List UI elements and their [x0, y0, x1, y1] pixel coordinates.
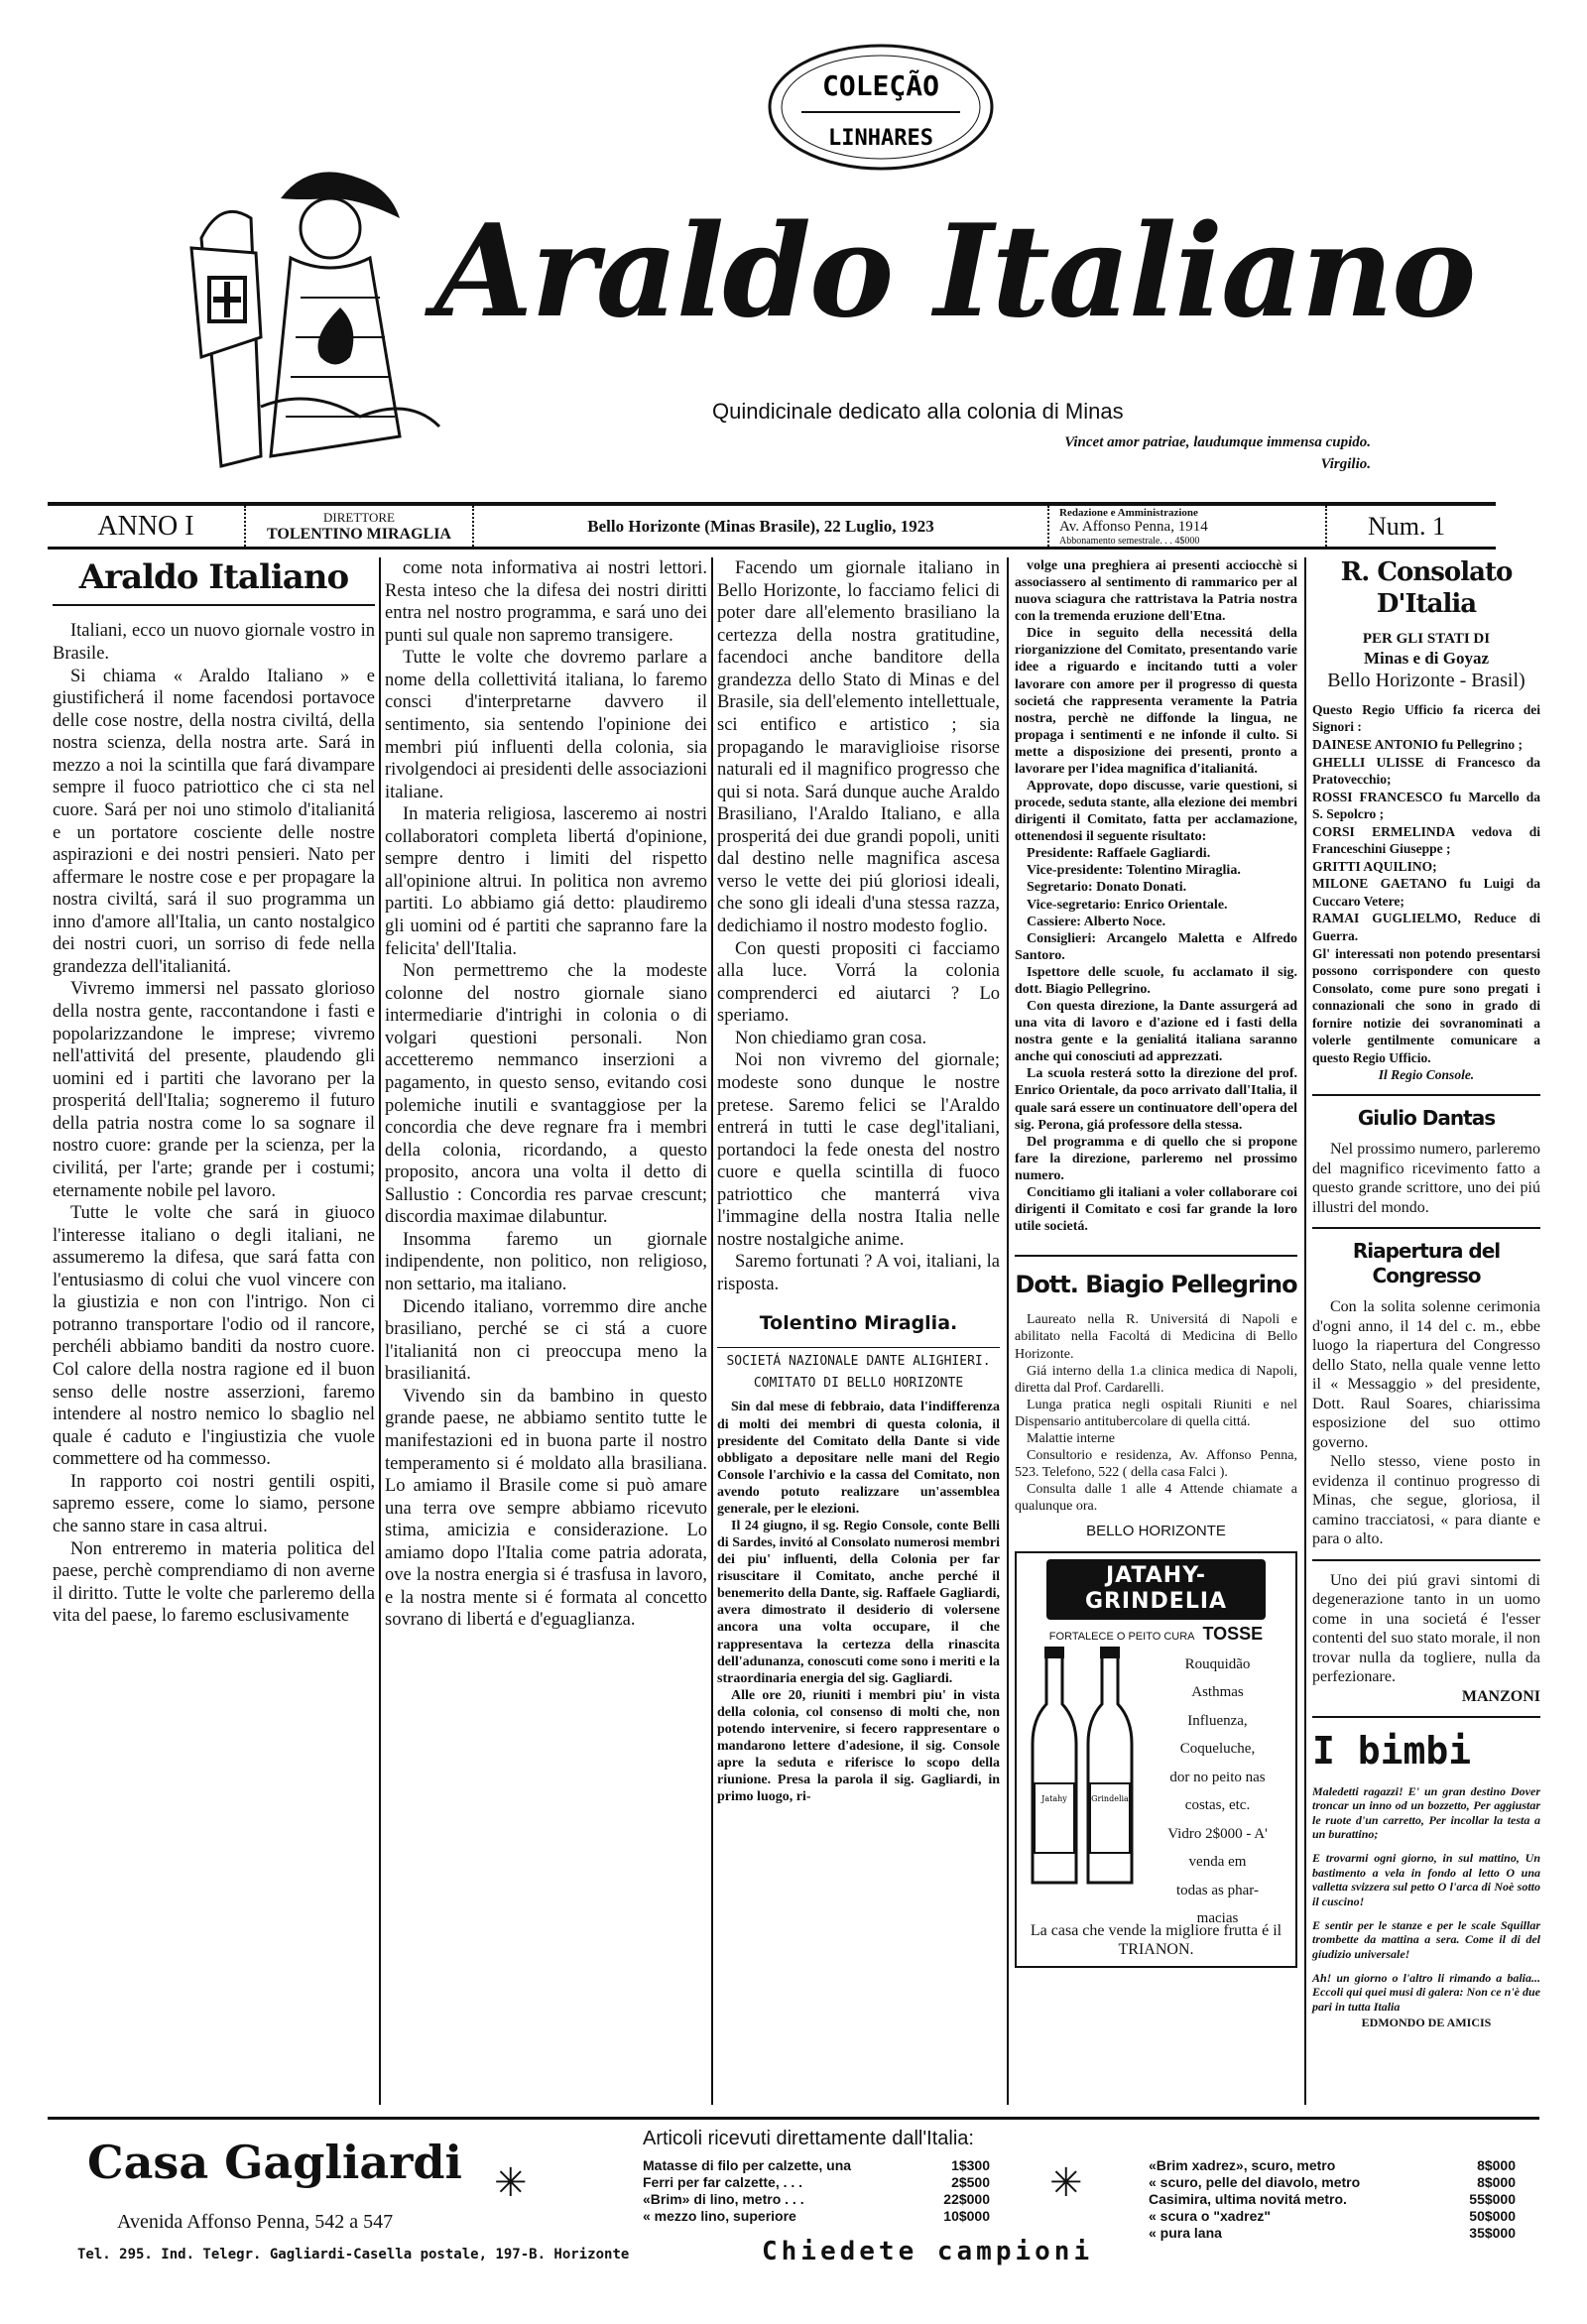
officer-line: Cassiere: Alberto Noce.: [1027, 914, 1166, 929]
committee-report: [717, 1399, 1000, 1805]
casa-address: Avenida Affonso Penna, 542 a 547: [117, 2211, 394, 2233]
paragraph: La scuola resterá sotto la direzione del prof. Enrico Orientale, da poco arrivato dall'Italia, il quale sará essere un continuatore dell'opera del sig. Perona, giá professore della stessa.: [1015, 1066, 1297, 1133]
committee-heading: COMITATO DI BELLO HORIZONTE: [753, 1375, 964, 1391]
paragraph: Tutte le volte che dovremo parlare a nome della collettivitá italiana, lo faremo consci d'interpretarne davvero il sentimento, sia sentendo l'opinione dei membri piú influenti della colonia, sia rivolgendoci ai presidenti delle associazioni italiane.: [385, 648, 707, 802]
paragraph: Questo Regio Ufficio fa ricerca dei Signori :: [1312, 701, 1540, 735]
stamp-line1: COLEÇÃO: [821, 69, 940, 102]
collection-stamp: [762, 38, 1000, 177]
dateline: Bello Horizonte (Minas Brasile), 22 Luglio, 1923: [474, 506, 1049, 547]
ad-line: dor no peito nas: [1169, 1769, 1266, 1785]
doctor-ad: [1015, 1311, 1297, 1515]
paragraph: Con questa direzione, la Dante assurgerá ad una vita di lavoro e d'azione ed i fasti della nostra gente e la genialitá italiana saranno anche qui conosciuti ad apprezzati.: [1015, 999, 1297, 1065]
request-samples: Chiedete campioni: [762, 2237, 1094, 2266]
articles-list-right: [1149, 2157, 1516, 2242]
consul-signature: Il Regio Console.: [1378, 1067, 1475, 1083]
consulate-states: Minas e di Goyaz: [1363, 648, 1490, 668]
ad-sub-small: FORTALECE O PEITO CURA: [1048, 1631, 1195, 1644]
paragraph: Nel prossimo numero, parleremo del magnifico ricevimento fatto a questo grande scrittore, uno dei piú illustri del mondo.: [1312, 1141, 1540, 1216]
divider: [1312, 1559, 1540, 1561]
paragraph: Laureato nella R. Universitá di Napoli e abilitato nella Facoltá di Medicina di Bello Horizonte.: [1015, 1312, 1297, 1362]
article-row: « scuro, pelle del diavolo, metro 8$000: [1149, 2174, 1516, 2191]
column-2: [385, 557, 707, 1632]
ad-line: todas as phar-: [1175, 1882, 1259, 1898]
paragraph: Il 24 giugno, il sg. Regio Console, conte Belli di Sardes, invitó al Consolato numerosi membri dei piu' influenti, della Colonia per far risuscitare il Comitato, anche perché il benemerito della Dante, sig. Raffaele Gagliardi, avera dimostrato il desiderio di volersene ancora una volta occupare, il che rappresentava la certezza della rinascita dell'adunanza, conoscuti come sono i meriti e la straordinaria energia del sig. Gagliardi.: [717, 1519, 1000, 1686]
article-row: «Brim xadrez», scuro, metro 8$000: [1149, 2157, 1516, 2173]
paragraph: volge una preghiera ai presenti acciocchè si associassero al sentimento di rammarico per al nuova sciagura che rattristava la Patria nostra con la tremenda eruzione dell'Etna.: [1015, 558, 1297, 625]
editorial-heading: Araldo Italiano: [53, 557, 375, 606]
signature: Tolentino Miraglia.: [759, 1311, 958, 1334]
medicine-ad: [1015, 1551, 1297, 1968]
consulate-for-states: PER GLI STATI DI: [1362, 631, 1491, 648]
article-row: Ferri per far calzette, . . . 2$500: [643, 2174, 990, 2191]
officer-line: Vice-presidente: Tolentino Miraglia.: [1027, 863, 1241, 879]
ad-line: Vidro 2$000 - A': [1167, 1825, 1268, 1842]
paragraph: Concitiamo gli italiani a voler collaborare coi dirigenti il Comitato e cosi far grande la loro utile societá.: [1015, 1184, 1297, 1235]
bimbi-heading: I bimbi: [1312, 1729, 1472, 1774]
paragraph: Vivendo sin da bambino in questo grande paese, ne abbiamo sentito tutte le manifestazioni ed in buona parte il nostro temperamento si é moldato alla brasiliana. Lo amiamo il Brasile come si può amare una terra ove sempre abbiamo ricevuto stima, amicizia e considerazione. Lo amiamo dopo l'Italia come patria adorata, ove la nostra energia si é trasfusa in lavoro, e la nostra mente si é formata al concetto sovrano di libertá e d'eguaglianza.: [385, 1386, 707, 1631]
person-line: ROSSI FRANCESCO fu Marcello da S. Sepolcro ;: [1312, 789, 1540, 822]
info-bar: [48, 502, 1496, 550]
article-row: « pura lana 35$000: [1149, 2225, 1516, 2242]
trianon-ad: La casa che vende la migliore frutta é il TRIANON.: [1030, 1922, 1282, 1959]
paragraph: Non permettremo che la modeste colonne del nostro giornale siano intermediarie d'intrighi in colonia o di volgari questioni personali. Non accetteremo nemmanco inserzioni a pagamento, in questo senso, evitando cosi polemiche inutili e svantaggiose per la concordia che deve regnare fra i membri della colonia, ricordando, a questo proposito, ancora una volta il detto di Sallustio : Concordia res parvae crescunt; discordia maximae dilabuntur.: [385, 961, 707, 1228]
person-line: GRITTI AQUILINO;: [1312, 858, 1437, 874]
ad-line: costas, etc.: [1184, 1797, 1251, 1814]
poem: [1312, 1784, 1540, 2030]
paragraph: Malattie interne: [1027, 1430, 1116, 1446]
issue-number: Num. 1: [1368, 511, 1445, 541]
ad-banner: JATAHY-GRINDELIA: [1046, 1559, 1266, 1621]
stanza: E sentir per le stanze e per le scale Squillar trombette da mattina a sera. Come il di del giudizio universale!: [1312, 1917, 1540, 1961]
officer-line: Segretario: Donato Donati.: [1027, 880, 1187, 896]
paragraph: Dice in seguito della necessitá della riorganizzione del Comitato, presentando varie idee a riguardo e incitando tutti a voler lavorare con amore per il progresso di questa societá che rappresenta veramente la Patria nostra, perchè ne diffonde la lingua, ne propaga i sentimenti e ne infonde il culto. Si mette a disposizione dei presenti, pronto a lavorare per l'idea magnifica d'italianitá.: [1015, 626, 1297, 777]
doctor-heading: Dott. Biagio Pellegrino: [1015, 1255, 1297, 1299]
stanza: Maledetti ragazzi! E' un gran destino Dover troncar un inno od un bozzetto, Per aggiustar le ruote d'un carretto, Per incollar la testa a un burattino;: [1312, 1783, 1540, 1841]
consulate-notice: [1312, 701, 1540, 1084]
bottom-ad: [48, 2117, 1539, 2285]
paragraph: Uno dei piú gravi sintomi di degenerazione tanto in un uomo come in una societá é l'esser contenti del suo stato morale, il non trovar nulla da togliere, nulla da perfezionare.: [1312, 1571, 1540, 1686]
person-line: MILONE GAETANO fu Luigi da Cuccaro Vetere;: [1312, 876, 1540, 909]
paragraph: Tutte le volte che sará in giuoco l'interesse italiano o degli italiani, ne assumeremo la difesa, que sará fatta con l'entusiasmo di colui che vuol vincere con la giustizia e non con l'intrigo. Non ci potranno transportare l'odio od il rancore, perchéli abbiamo banditi da nostro cuore. Col calore della nostra ragione ed il buon senso delle nostre asserzioni, faremo intendere al nostro nemico lo sbaglio nel quale é caduto e l'ingiustizia che vuole commettere od ha commesso.: [53, 1203, 375, 1470]
officer-line: Presidente: Raffaele Gagliardi.: [1027, 846, 1211, 862]
paragraph: Consultorio e residenza, Av. Affonso Penna, 523. Telefono, 522 ( della casa Falci ).: [1015, 1448, 1297, 1481]
paragraph: Dicendo italiano, vorremmo dire anche brasiliano, perché se ci stá a cuore l'italianitá non ci preoccupa meno la brasilianitá.: [385, 1296, 707, 1385]
newspaper-page: [48, 20, 1539, 2301]
column-1: [53, 557, 375, 1628]
congress-heading: Riapertura del Congresso: [1352, 1239, 1501, 1287]
star-icon: ✳: [494, 2160, 528, 2205]
paragraph: Sin dal mese di febbraio, data l'indifferenza di molti dei membri di questa colonia, il presidente del Comitato della Dante si vide obbligato a depositare nelle mani del Regio Console l'archivio e la cassa del Comitato, non avendo potuto realizzare un'assemblea generale, per le elezioni.: [717, 1400, 1000, 1517]
issue-year: ANNO I: [48, 506, 246, 547]
paragraph: come nota informativa ai nostri lettori. Resta inteso che la difesa dei nostri diritti entra nel nostro programma, e sará uno dei punti sul quale non sapremo transigere.: [385, 558, 707, 646]
consulate-city: Bello Horizonte - Brasil): [1327, 670, 1526, 692]
paragraph: Noi non vivremo del giornale; modeste sono dunque le nostre pretese. Saremo felici se l'Araldo entrerá in tutti le case degl'italiani, portandoci la fede onesta del nostro cuore e quella scintilla di fuoco patriottico che manterrá viva l'immagine della nostra Italia nelle nostre nostalgiche anime.: [717, 1050, 1000, 1250]
divider: [1312, 1094, 1540, 1096]
divider: [1312, 1227, 1540, 1229]
paragraph: Vivremo immersi nel passato glorioso della nostra gente, raccontandone i fasti e popolarizzandone le imprese; vivremo nell'attivitá del presente, plaudendo gli uomini ed i partiti che lavorano per la prosperitá dell'Italia; sogneremo il futuro della patria nostra come lo sa sognare il nostro cuore: grande per la scienza, per la civilitá, per l'arte; grande per i costumi; eternamente nobile pel lavoro.: [53, 979, 375, 1201]
ad-line: venda em: [1188, 1854, 1247, 1871]
column-rule: [1304, 557, 1306, 2105]
column-5: [1312, 557, 1540, 2040]
society-heading: SOCIETÁ NAZIONALE DANTE ALIGHIERI.: [717, 1347, 1000, 1370]
newspaper-title: Araldo Italiano: [434, 197, 1475, 346]
paragraph: In rapporto coi nostri gentili ospiti, sapremo essere, come lo siamo, persone che sanno stare in casa altrui.: [53, 1471, 375, 1536]
masthead-emblem: [162, 159, 459, 476]
director-label: DIRETTORE: [323, 509, 395, 525]
editorial-office: [1049, 506, 1327, 547]
officer-line: Consiglieri: Arcangelo Maletta e Alfredo Santoro.: [1015, 930, 1297, 963]
paragraph: Con questi propositi ci facciamo alla luce. Vorrá la colonia comprenderci ed aiutarci ? Lo speriamo.: [717, 938, 1000, 1027]
paragraph: Del programma e di quello che si propone fare la direzione, parleremo nel prossimo numero.: [1015, 1134, 1297, 1183]
manzoni-author: MANZONI: [1461, 1687, 1540, 1705]
ad-line: Rouquidão: [1184, 1655, 1251, 1672]
paragraph: Nello stesso, viene posto in evidenza il continuo progresso di Minas, che segue, gloriosa, il camino tracciatosi, « para diante e para o alto.: [1312, 1453, 1540, 1548]
bottle-label-2: Grindelia: [1091, 1793, 1129, 1803]
ad-sub-big: TOSSE: [1202, 1624, 1264, 1645]
motto-author: Virgilio.: [1320, 456, 1371, 472]
article-row: « mezzo lino, superiore 10$000: [643, 2208, 990, 2225]
stanza: E trovarmi ogni giorno, in sul mattino, Un bastimento a vela in fondo al letto O una valletta svizzera sul petto O l'arca di Noè sotto il cuscino!: [1312, 1851, 1540, 1908]
city-label: BELLO HORIZONTE: [1086, 1523, 1226, 1540]
ad-line: Influenza,: [1187, 1712, 1248, 1729]
paragraph: Facendo um giornale italiano in Bello Horizonte, lo facciamo felici di poter dare all'elemento brasiliano la certezza della nostra gratitudine, facendoci anche banditore della grandezza dello Stato di Minas e del Brasile, sia dell'elemento intellettuale, sci entifico e artistico ; sia propagando le maraviglioise risorse naturali ed il magnifico progresso che qui si nota. Sará dunque auche Araldo Brasiliano, l'Araldo Italiano, e alla prosperitá dei due grandi popoli, uniti dal destino nelle magnifica ascesa verso le vette dei piú gloriosi ideali, che sono gli ideali d'una stessa razza, dedichiamo il nostro modesto foglio.: [717, 558, 1000, 936]
ad-subtitle: [1017, 1624, 1295, 1646]
stanza: Ah! un giorno o l'altro li rimando a balia... Eccoli qui quei musi di galera: Non ce n'è due pari in tutta Italia: [1312, 1971, 1540, 2014]
paragraph: Giá interno della 1.a clinica medica di Napoli, diretta dal Prof. Cardarelli.: [1015, 1363, 1297, 1396]
paragraph: Con la solita solenne cerimonia d'ogni anno, il 14 del c. m., ebbe luogo la riapertura del Congresso dello Stato, nella quale venne letto il « Messaggio » del presidente, Dott. Raul Soares, chiarissima esposizione del suo ottimo governo.: [1312, 1298, 1540, 1451]
article-row: « scura o "xadrez" 50$000: [1149, 2208, 1516, 2225]
articles-heading: Articoli ricevuti direttamente dall'Italia:: [643, 2128, 974, 2149]
person-line: GHELLI ULISSE di Francesco da Pratovecchio;: [1312, 754, 1540, 788]
paragraph: Insomma faremo un giornale indipendente, non politico, non religioso, non settario, ma italiano.: [385, 1229, 707, 1294]
stamp-line2: LINHARES: [828, 126, 933, 151]
newspaper-subtitle: Quindicinale dedicato alla colonia di Minas: [712, 399, 1124, 424]
bottle-illustration: [1025, 1645, 1144, 1893]
office-address: Av. Affonso Penna, 1914: [1059, 518, 1208, 535]
person-line: CORSI ERMELINDA vedova di Franceschini Giuseppe ;: [1312, 823, 1540, 857]
person-line: DAINESE ANTONIO fu Pellegrino ;: [1312, 736, 1524, 752]
ad-line: Coqueluche,: [1179, 1741, 1256, 1758]
director-box: [246, 506, 474, 547]
bottle-label-1: Jatahy: [1041, 1793, 1067, 1803]
column-rule: [711, 557, 713, 2105]
paragraph: Saremo fortunati ? A voi, italiani, la risposta.: [717, 1252, 1000, 1294]
poem-author: EDMONDO DE AMICIS: [1361, 2016, 1492, 2030]
casa-gagliardi: Casa Gagliardi: [87, 2136, 463, 2189]
motto: Vincet amor patriae, laudumque immensa cupido.: [1064, 434, 1371, 450]
star-icon: ✳: [1049, 2160, 1083, 2205]
subscription-price: Abbonamento semestrale. . . 4$000: [1059, 535, 1200, 547]
paragraph: Consulta dalle 1 alle 4 Attende chiamate a qualunque ora.: [1015, 1482, 1297, 1515]
casa-telephone: Tel. 295. Ind. Telegr. Gagliardi-Casella postale, 197-B. Horizonte: [77, 2247, 630, 2263]
paragraph: In materia religiosa, lasceremo ai nostri collaboratori completa libertá d'opinione, sempre dentro i limiti del rispetto all'opinione altrui. In politica non avremo partiti. Lo abbiamo giá detto: plaudiremo gli uomini od é partiti che sapranno fare la felicita' dell'Italia.: [385, 804, 707, 959]
person-line: RAMAI GUGLIELMO, Reduce di Guerra.: [1312, 911, 1540, 943]
articles-list-left: [643, 2157, 990, 2225]
officer-line: Vice-segretario: Enrico Orientale.: [1027, 897, 1228, 913]
divider: [1312, 1716, 1540, 1718]
ad-line: macias: [1196, 1910, 1239, 1927]
paragraph: Ispettore delle scuole, fu acclamato il sig. dott. Biagio Pellegrino.: [1015, 964, 1297, 997]
paragraph: Approvate, dopo discusse, varie questioni, si procede, seduta stante, alla elezione dei membri dirigenti il Comitato, fatta per acclamazione, ottenendosi il seguente risultato:: [1015, 779, 1297, 845]
paragraph: Non chiediamo gran cosa.: [735, 1028, 927, 1048]
article-row: Casimira, ultima novitá metro. 55$000: [1149, 2191, 1516, 2208]
paragraph: Si chiama « Araldo Italiano » e giustificherá il nome facendosi portavoce delle cose nostre, della nostra civiltá, della nostra scienza, della nostra arte. Sará in mezzo a noi la scintilla que fará divampare sempre il fuoco patriottico che ci sta nel cuore. Sará per noi uno stimolo d'italianitá e un portatore cosciente delle nostre aspirazioni e dei nostri pensieri. Nato per affermare le nostre cose e per propagare la nostra civiltá, sará il suo programma un inno d'amore all'Italia, un canto nostalgico dei nostri cuori, un sorriso di fede nella grandezza dell'italianitá.: [53, 666, 375, 977]
ad-body: [1146, 1651, 1289, 1933]
paragraph: Italiani, ecco un nuovo giornale vostro in Brasile.: [53, 621, 375, 665]
paragraph: Alle ore 20, riuniti i membri piu' in vista della colonia, col consenso di molti che, non potendo intervenire, si fecero rappresentare o mandarono lettere d'adesione, il sig. Console apre la seduta e riferisce lo scopo della riunione. Presa la parola il sig. Gagliardi, in primo luogo, ri-: [717, 1687, 1000, 1805]
office-label: Redazione e Amministrazione: [1059, 506, 1198, 519]
article-row: «Brim» di lino, metro . . . 22$000: [643, 2191, 990, 2208]
ad-line: Asthmas: [1191, 1684, 1244, 1701]
paragraph: Gl' interessati non potendo presentarsi possono corrispondere con questo Consolato, come pure sono pregati i connazionali che sono in grado di fornire notizie dei sovranominati a volerle gentilmente comunicare a questo Regio Ufficio.: [1312, 945, 1540, 1065]
column-rule: [1007, 557, 1009, 2105]
paragraph: Lunga pratica negli ospitali Riuniti e nel Dispensario antitubercolare di quella cittá.: [1015, 1397, 1297, 1429]
director-name: TOLENTINO MIRAGLIA: [267, 525, 451, 543]
paragraph: Non entreremo in materia politica del paese, perchè comprendiamo di non averne il diritto. Tutte le volte che parleremo della vita del paese, lo faremo esclusivamente: [53, 1538, 375, 1627]
column-4: [1015, 557, 1297, 1968]
dantas-heading: Giulio Dantas: [1357, 1105, 1496, 1130]
article-row: Matasse di filo per calzette, una 1$300: [643, 2157, 990, 2173]
column-3: [717, 557, 1000, 1805]
consulate-heading: R. Consolato D'Italia: [1340, 557, 1513, 619]
column-rule: [379, 557, 381, 2105]
